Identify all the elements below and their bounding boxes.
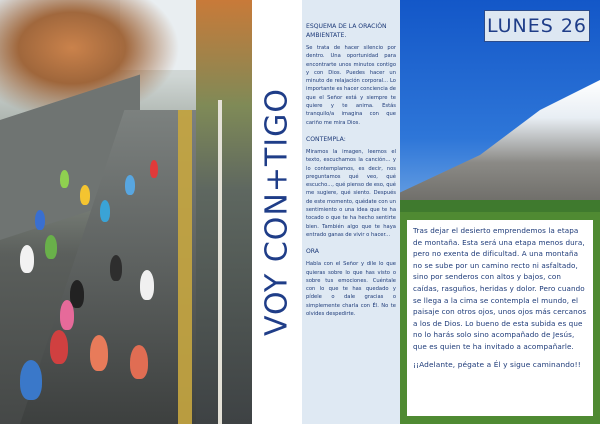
reflection-body: Tras dejar el desierto emprendemos la etapa de montaña. Esta será una etapa menos dura, pero no exenta de dificultad. A una montaña no se sube por un camino recto ni asfaltado, sino por senderos con altos y bajos, con caídas, rasguños, heridas y dolor. Pero cuando se llega a la cima se contempla el mundo, el paisaje con otros ojos, unos ojos más cercanos a los de Dios. Lo bueno de esta subida es que no lo harás solo sino acompañado de Jesús, que es quien te ha invitado a acompañarle.	[413, 226, 587, 351]
reflection-note	[407, 220, 593, 416]
ora-heading: ORA	[306, 248, 319, 256]
contempla-heading: CONTEMPLA:	[306, 135, 346, 143]
ora-paragraph: Habla con el Señor y dile lo que quieras sobre lo que has visto o sobre tus emociones. Cuéntale con lo que te has quedado y pídele o dale gracias o simplemente charla con Él. No te olvides despedirte.	[306, 261, 396, 318]
lane-divider	[178, 110, 192, 424]
prayer-scheme-column	[302, 0, 400, 424]
road-strip-photo	[196, 0, 252, 424]
reflection-closing: ¡¡Adelante, pégate a Él y sigue caminando!!	[413, 359, 581, 369]
date-label: LUNES 26	[484, 10, 590, 42]
vertical-title: VOY CON+TIGO	[259, 87, 295, 337]
ambientate-paragraph: Se trata de hacer silencio por dentro. Una oportunidad para encontrarte unos minutos contigo y con Dios. Puedes hacer un minuto de relajación corporal... Lo importante es hacer conciencia de que el Señor está y siempre te quiere y te anima. Estás tranquilo/a imagina con que cariño me mira Dios.	[306, 45, 396, 126]
road-stripe	[218, 100, 222, 424]
scheme-heading: ESQUEMA DE LA ORACIÓN AMBIENTATE.	[306, 23, 387, 39]
contempla-paragraph: Miramos la imagen, leemos el texto, escuchamos la canción... y lo contemplamos, es decir, nos preguntamos qué veo, qué escucho..., qué pienso de eso, qué me sugiere, qué siento. Después de este momento, quédate con un sentimiento o una idea que te ha tocado o que te ha hecho sentirte bien. También algo que te haya entrado ganas de vivir o hacer...	[306, 148, 396, 238]
